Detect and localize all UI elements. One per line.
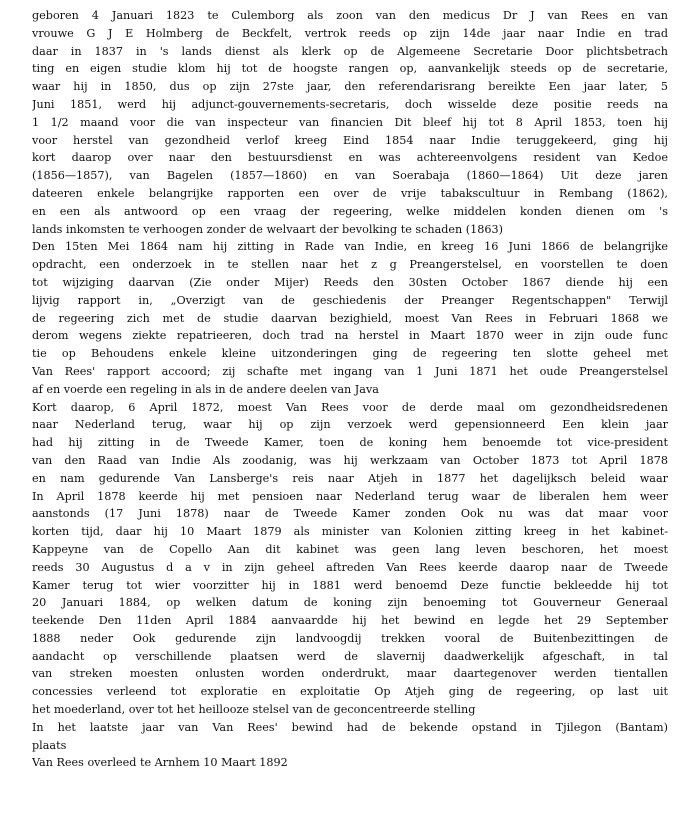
text-line: voor herstel van gezondheid verlof kreeg Eind 1854 naar Indie teruggekeerd, ging hij [32, 133, 668, 147]
text-line: van streken moesten onlusten worden onderdrukt, maar daartegenover werden tientallen [32, 667, 668, 681]
text-line: opdracht, een onderzoek in te stellen naar het z g Preangerstelsel, en voorstellen te doen [32, 258, 668, 272]
text-line: de regeering zich met de studie daarvan bezighield, moest Van Rees in Februari 1868 we [32, 311, 668, 325]
text-line: Kappeyne van de Copello Aan dit kabinet was geen lang leven beschoren, het moest [32, 542, 668, 556]
text-line: had hij zitting in de Tweede Kamer, toen de koning hem benoemde tot vice-president [32, 436, 668, 450]
text-line: Kamer terug tot wier voorzitter hij in 1881 werd benoemd Deze functie bekleedde hij tot [32, 578, 668, 592]
text-line: 1 1/2 maand voor die van inspecteur van financien Dit bleef hij tot 8 April 1853, toen hij [32, 115, 668, 129]
text-line: daar in 1837 in 's lands dienst als klerk op de Algemeene Secretarie Door plichtsbetrach [32, 44, 668, 58]
text-line: Juni 1851, werd hij adjunct-gouvernements-secretaris, doch wisselde deze positie reeds na [32, 97, 668, 111]
text-line: waar hij in 1850, dus op zijn 27ste jaar, den referendarisrang bereikte Een jaar later, 5 [32, 80, 668, 94]
text-line: lands inkomsten te verhoogen zonder de welvaart der bevolking te schaden (1863) [32, 222, 503, 236]
text-line: tie op Behoudens enkele kleine uitzonderingen ging de regeering ten slotte geheel met [32, 347, 668, 361]
text-line: In April 1878 keerde hij met pensioen naar Nederland terug waar de liberalen hem weer [32, 489, 668, 503]
text-line: vrouwe G J E Holmberg de Beckfelt, vertrok reeds op zijn 14de jaar naar Indie en trad [32, 26, 668, 40]
text-line: 20 Januari 1884, op welken datum de koning zijn benoeming tot Gouverneur Generaal [32, 596, 668, 610]
biography-text [32, 7, 668, 772]
text-line: derom wegens ziekte repatrieeren, doch trad na herstel in Maart 1870 weer in zijn oude func [32, 329, 668, 343]
text-line: (1856—1857), van Bagelen (1857—1860) en van Soerabaja (1860—1864) Uit deze jaren [32, 169, 668, 183]
text-line: Van Rees overleed te Arnhem 10 Maart 1892 [32, 756, 288, 770]
text-line: In het laatste jaar van Van Rees' bewind had de bekende opstand in Tjilegon (Bantam) [32, 720, 668, 734]
text-line: van den Raad van Indie Als zoodanig, was hij werkzaam van October 1873 tot April 1878 [32, 453, 668, 467]
text-line: reeds 30 Augustus d a v in zijn geheel aftreden Van Rees keerde daarop naar de Tweede [32, 560, 668, 574]
text-line: kort daarop over naar den bestuursdienst en was achtereenvolgens resident van Kedoe [32, 151, 668, 165]
text-line: en een als antwoord op een vraag der regeering, welke middelen konden dienen om 's [32, 204, 668, 218]
text-line: korten tijd, daar hij 10 Maart 1879 als minister van Kolonien zitting kreeg in het kabinet- [32, 525, 668, 539]
text-line: aanstonds (17 Juni 1878) naar de Tweede Kamer zonden Ook nu was dat maar voor [32, 507, 668, 521]
text-line: aandacht op verschillende plaatsen werd de slavernij daadwerkelijk afgeschaft, in tal [32, 649, 668, 663]
text-line: tot wijziging daarvan (Zie onder Mijer) Reeds den 30sten October 1867 diende hij een [32, 275, 668, 289]
text-line: plaats [32, 738, 67, 752]
text-line: Kort daarop, 6 April 1872, moest Van Rees voor de derde maal om gezondheidsredenen [32, 400, 668, 414]
text-line: teekende Den 11den April 1884 aanvaardde hij het bewind en legde het 29 September [32, 614, 668, 628]
text-line: concessies verleend tot exploratie en exploitatie Op Atjeh ging de regeering, op last uit [32, 685, 668, 699]
text-line: af en voerde een regeling in als in de andere deelen van Java [32, 382, 379, 396]
text-line: en nam gedurende Van Lansberge's reis naar Atjeh in 1877 het dagelijksch beleid waar [32, 471, 668, 485]
text-line: Den 15ten Mei 1864 nam hij zitting in Rade van Indie, en kreeg 16 Juni 1866 de belangrijke [32, 240, 668, 254]
text-line: 1888 neder Ook gedurende zijn landvoogdij trekken vooral de Buitenbezittingen de [32, 631, 668, 645]
text-line: lijvig rapport in, „Overzigt van de geschiedenis der Preanger Regentschappen" Terwijl [32, 293, 668, 307]
text-line: ting en eigen studie klom hij tot de hoogste rangen op, aanvankelijk steeds op de secretarie, [32, 62, 668, 76]
text-line: het moederland, over tot het heillooze stelsel van de geconcentreerde stelling [32, 703, 476, 717]
text-line: Van Rees' rapport accoord; zij schafte met ingang van 1 Juni 1871 het oude Preangerstelsel [32, 364, 668, 378]
text-line: geboren 4 Januari 1823 te Culemborg als zoon van den medicus Dr J van Rees en van [32, 9, 668, 22]
text-line: dateeren enkele belangrijke rapporten een over de vrije tabakscultuur in Rembang (1862), [32, 186, 668, 200]
text-line: naar Nederland terug, waar hij op zijn verzoek werd gepensionneerd Een klein jaar [32, 418, 668, 432]
